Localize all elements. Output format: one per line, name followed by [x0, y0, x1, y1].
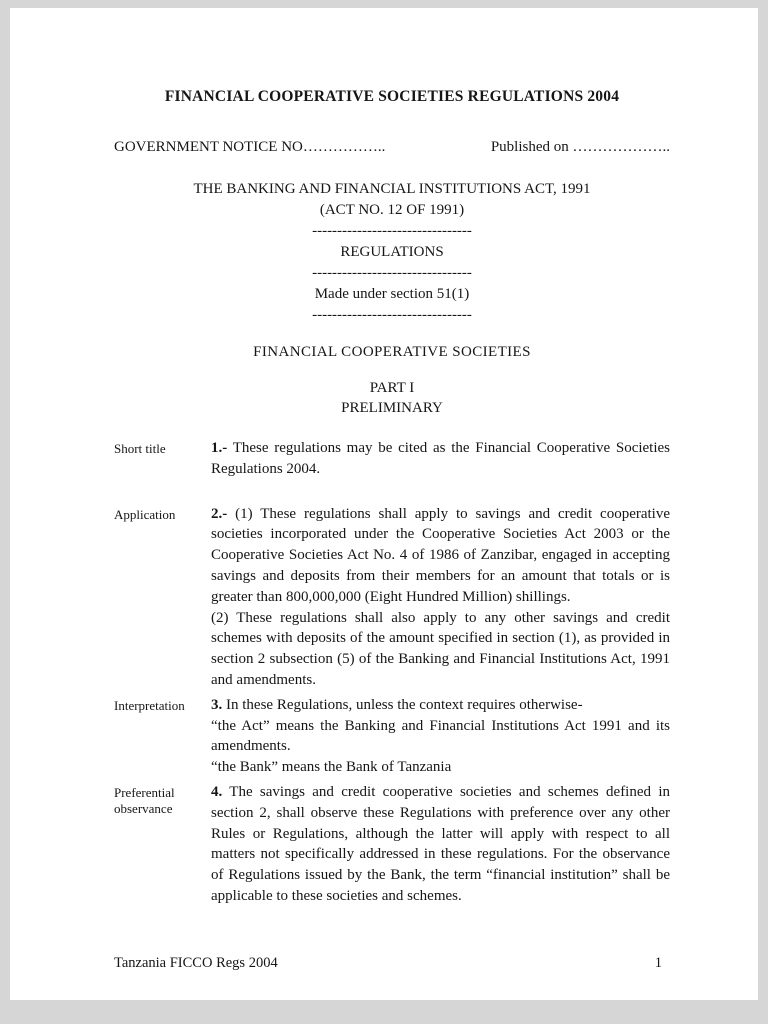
paragraph-text: (2) These regulations shall also apply to any other savings and credit schemes with deposits of the amount specified in section (1), as provided in section 2 subsection (5) of the Banking and Financial Institutions Act, 1991 and amendments.	[211, 609, 670, 688]
published-on-label: Published on ………………..	[490, 139, 670, 155]
doc-heading: FINANCIAL COOPERATIVE SOCIETIES	[253, 344, 531, 360]
clause-number: 3.	[211, 696, 223, 713]
paragraph	[211, 782, 670, 907]
paragraph-text: (1) These regulations shall apply to savings and credit cooperative societies incorporated under the Cooperative Societies Act 2003 or the Cooperative Societies Act No. 4 of 1986 of Zanzibar, engaged in accepting savings and deposits from their members for an amount that totals or is greater than 800,000,000 (Eight Hundred Million) shillings.	[211, 505, 671, 605]
part-number: PART I	[369, 380, 415, 396]
act-number: (ACT NO. 12 OF 1991)	[319, 202, 465, 218]
paragraph-text: “the Bank” means the Bank of Tanzania	[211, 759, 452, 776]
page-content	[114, 8, 670, 911]
page-number: 1	[654, 955, 662, 971]
doc-title: FINANCIAL COOPERATIVE SOCIETIES REGULATIONS 2004	[164, 88, 620, 105]
section-application	[114, 504, 670, 691]
section-preferential-observance	[114, 782, 670, 907]
clause-number: 1.-	[211, 440, 228, 456]
document-page	[10, 8, 758, 1000]
paragraph	[211, 608, 670, 691]
margin-label: Interpretation	[114, 697, 185, 713]
section-body	[211, 695, 670, 778]
page-footer	[114, 955, 662, 972]
divider-2: --------------------------------	[312, 265, 472, 281]
footer-doc-name: Tanzania FICCO Regs 2004	[114, 955, 278, 971]
regulations-heading: REGULATIONS	[340, 244, 444, 260]
section-body	[211, 438, 670, 480]
margin-label: Application	[114, 506, 176, 522]
clause-number: 2.-	[211, 505, 228, 522]
paragraph-text: The savings and credit cooperative societies and schemes defined in section 2, shall observe these Regulations with preference over any other Rules or Regulations, although the latter will apply with respect to all matters not specifically addressed in these regulations. For the observance of Regulations issued by the Bank, the term “financial institution” shall be applicable to these societies and schemes.	[211, 783, 670, 904]
paragraph	[211, 695, 670, 716]
paragraph	[211, 504, 670, 608]
clause-number: 4.	[211, 783, 223, 800]
paragraph-text: These regulations may be cited as the Financial Cooperative Societies Regulations 2004.	[211, 440, 671, 477]
sections	[114, 438, 670, 907]
paragraph-text: In these Regulations, unless the context requires otherwise-	[226, 696, 583, 713]
notice-row	[114, 139, 670, 156]
part-title: PRELIMINARY	[341, 400, 443, 416]
section-body	[211, 504, 670, 691]
divider-3: --------------------------------	[312, 307, 472, 323]
paragraph	[211, 716, 670, 758]
government-notice-label: GOVERNMENT NOTICE NO……………..	[114, 139, 386, 155]
paragraph	[211, 438, 670, 480]
paragraph-text: “the Act” means the Banking and Financial Institutions Act 1991 and its amendments.	[211, 717, 670, 755]
act-block	[114, 179, 670, 326]
part-block	[114, 378, 670, 418]
margin-label: Short title	[114, 441, 166, 456]
section-short-title	[114, 438, 670, 480]
margin-label: Preferential observance	[114, 784, 175, 816]
section-body	[211, 782, 670, 907]
section-interpretation	[114, 695, 670, 778]
divider-1: --------------------------------	[312, 223, 472, 239]
paragraph	[211, 757, 670, 778]
act-title: THE BANKING AND FINANCIAL INSTITUTIONS ACT, 1991	[193, 181, 591, 197]
made-under-line: Made under section 51(1)	[314, 286, 470, 302]
